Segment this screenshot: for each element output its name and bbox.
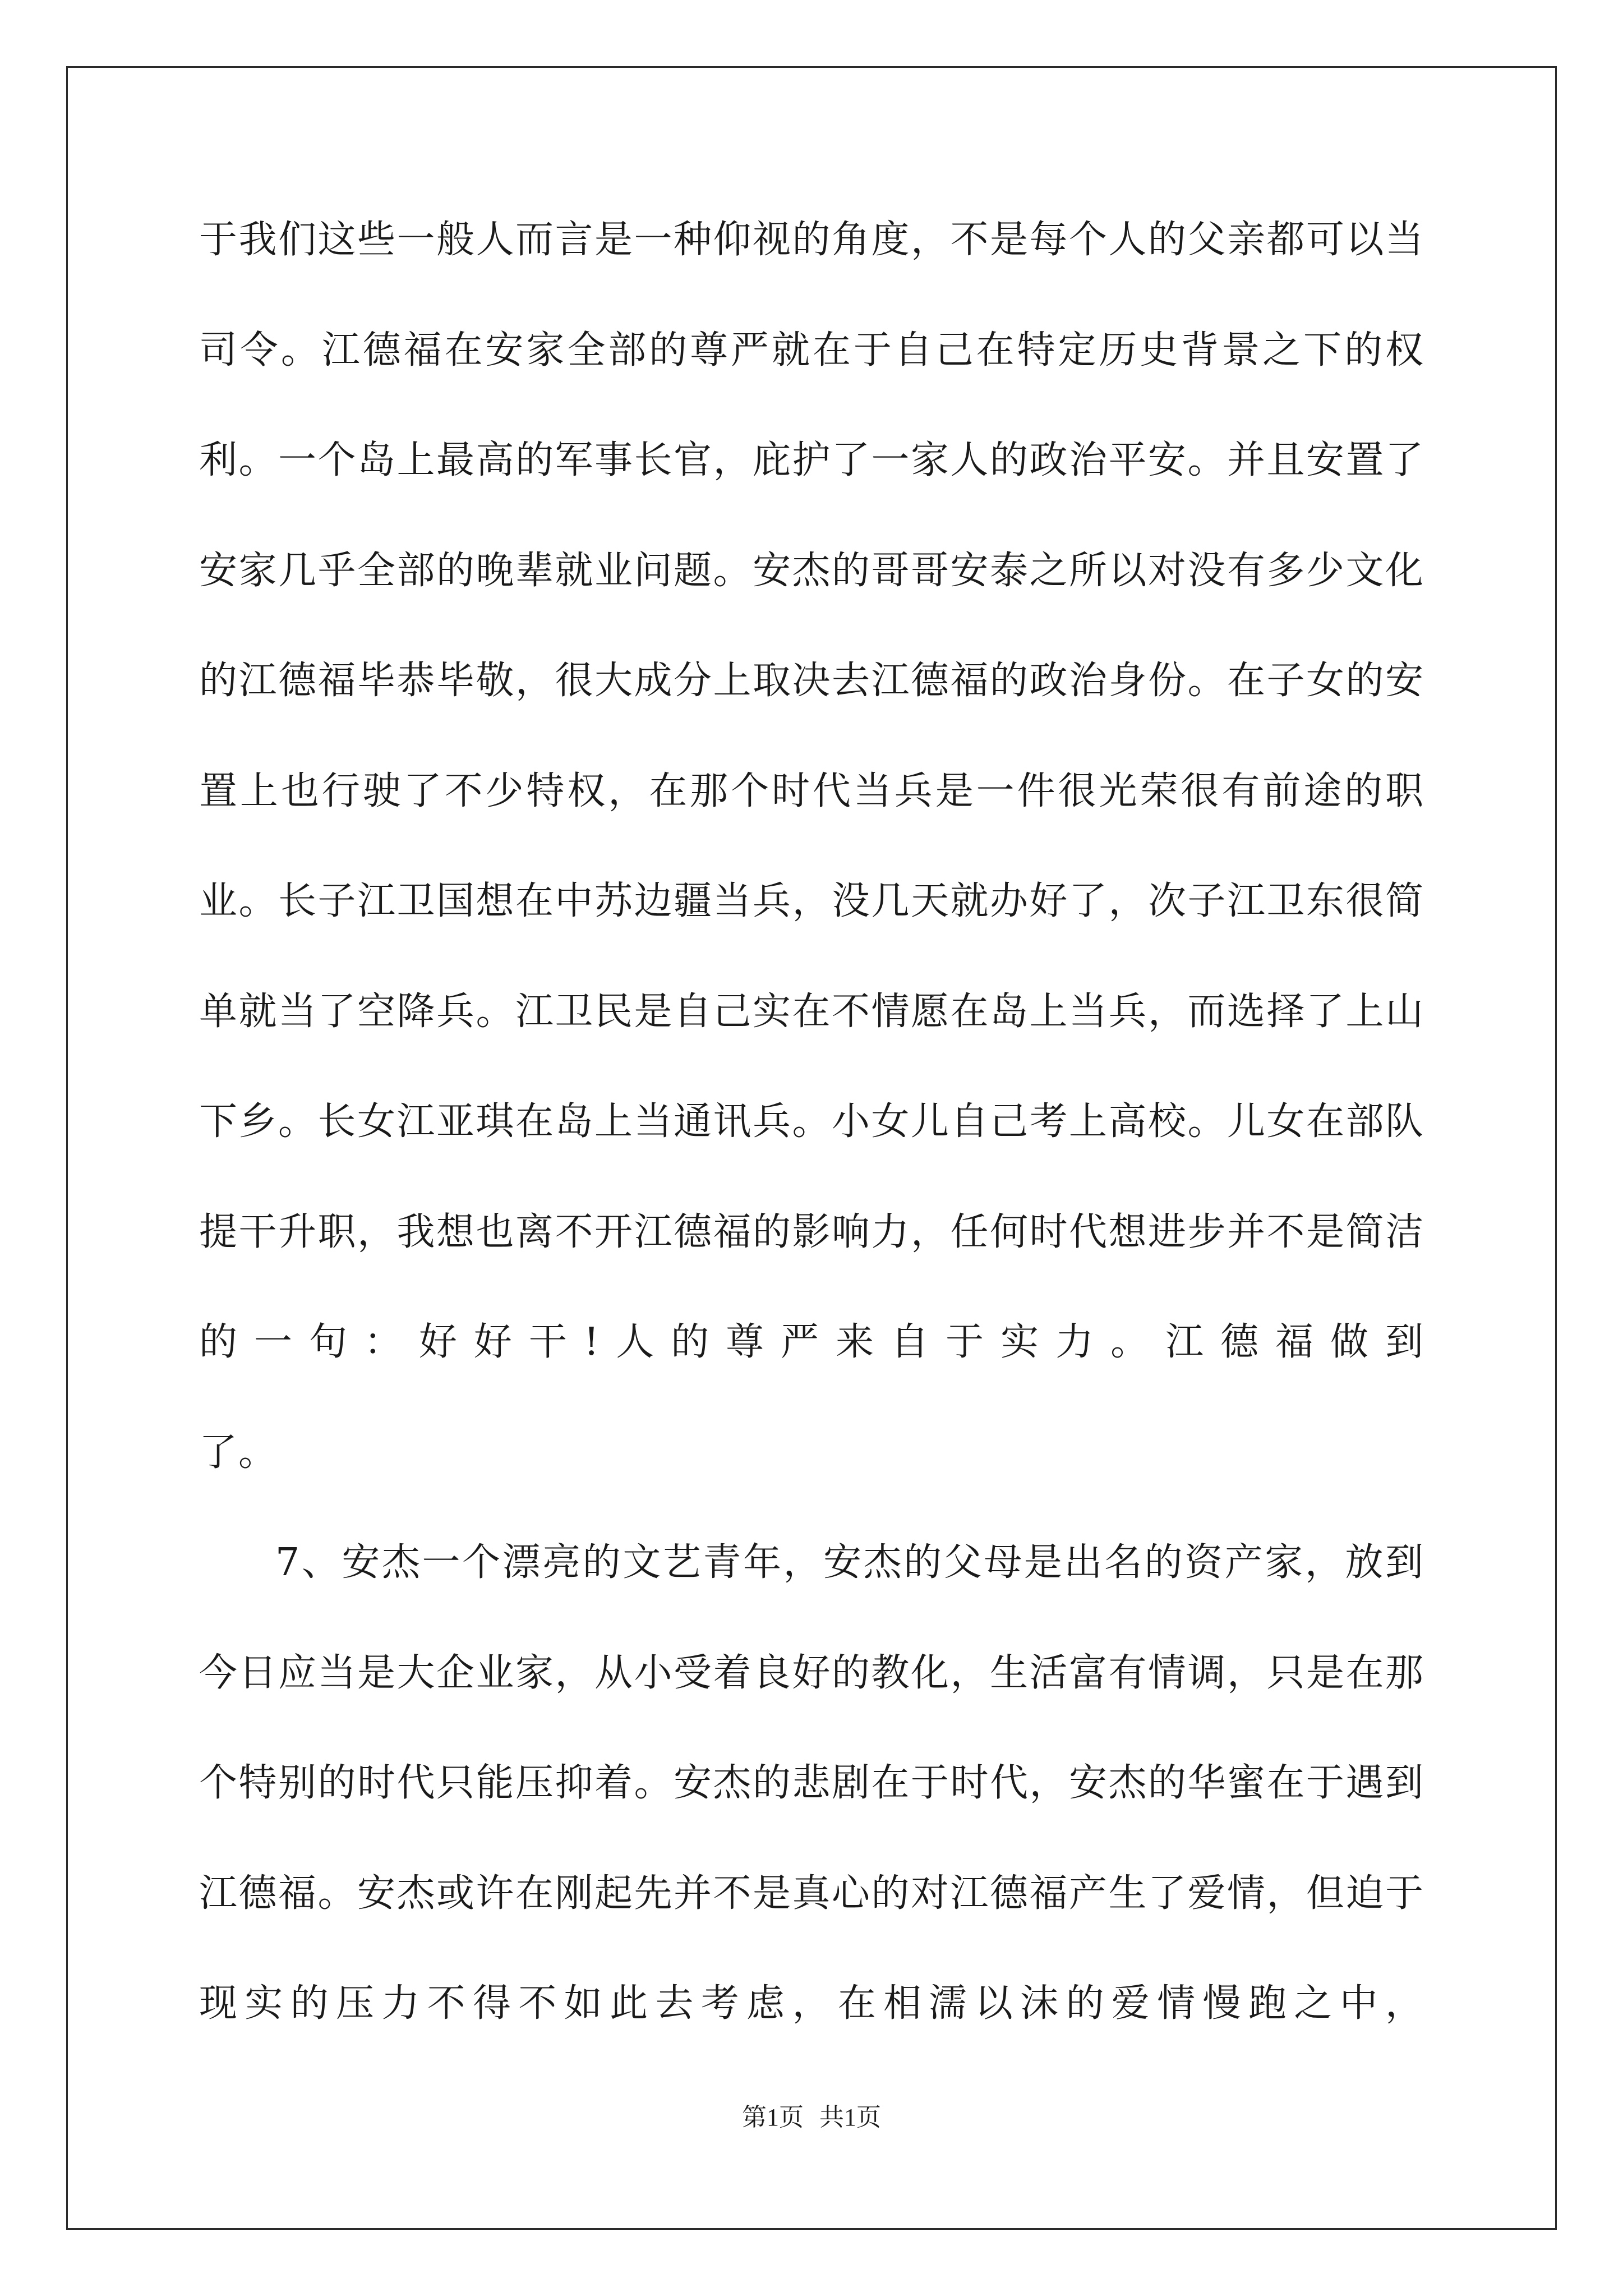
page-number: 第1页 <box>742 2104 804 2131</box>
text-line: 子女的安置上也行驶了不少特权，在那个时代当兵是一件很光荣很有 <box>199 659 1424 813</box>
text-line: 权利。一个岛上最高的军事长官，庇护了一家人的政治平安。并且安 <box>199 328 1424 482</box>
text-line: 前途的职业。长子江卫国想在中苏边疆当兵，没几天就办好了，次子 <box>199 769 1424 923</box>
text-line: 遇到江德福。安杰或许在刚起先并不是真心的对江德福产生了爱情， <box>199 1761 1424 1916</box>
text-line: 而选择了上山下乡。长女江亚琪在岛上当通讯兵。小女儿自己考上高 <box>199 989 1424 1144</box>
document-body <box>199 185 1424 2059</box>
text-line: 于我们这些一般人而言是一种仰视的角度，不是每个人的父亲都可以 <box>199 218 1385 262</box>
text-line: 那个特别的时代只能压抑着。安杰的悲剧在于时代，安杰的华蜜在于 <box>199 1650 1424 1805</box>
text-line: 想进步并不是简洁的一句：好好干!人的尊严来自于实力。江德福做到 <box>199 1209 1424 1364</box>
text-line: 校。儿女在部队提干升职，我想也离不开江德福的影响力，任何时代 <box>199 1099 1424 1254</box>
page-total: 共1页 <box>819 2104 881 2131</box>
text-line: 江卫东很简单就当了空降兵。江卫民是自己实在不情愿在岛上当兵， <box>199 879 1424 1034</box>
page-footer <box>0 2097 1623 2133</box>
text-line: 今日应当是大企业家，从小受着良好的教化，生活富有情调，只是在 <box>199 1650 1385 1695</box>
paragraph-2 <box>199 1508 1424 2059</box>
text-line: 7、安杰一个漂亮的文艺青年，安杰的父母是出名的资产家，放到 <box>275 1540 1424 1585</box>
text-line: 置了安家几乎全部的晚辈就业问题。安杰的哥哥安泰之所以对没有多 <box>199 438 1424 593</box>
paragraph-1 <box>199 185 1424 1508</box>
text-line: 少文化的江德福毕恭毕敬，很大成分上取决去江德福的政治身份。在 <box>199 548 1424 703</box>
text-line: 当司令。江德福在安家全部的尊严就在于自己在特定历史背景之下的 <box>199 218 1424 372</box>
text-line: 了。 <box>199 1430 278 1475</box>
text-line: 但迫于现实的压力不得不如此去考虑，在相濡以沫的爱情慢跑之中， <box>199 1871 1424 2026</box>
